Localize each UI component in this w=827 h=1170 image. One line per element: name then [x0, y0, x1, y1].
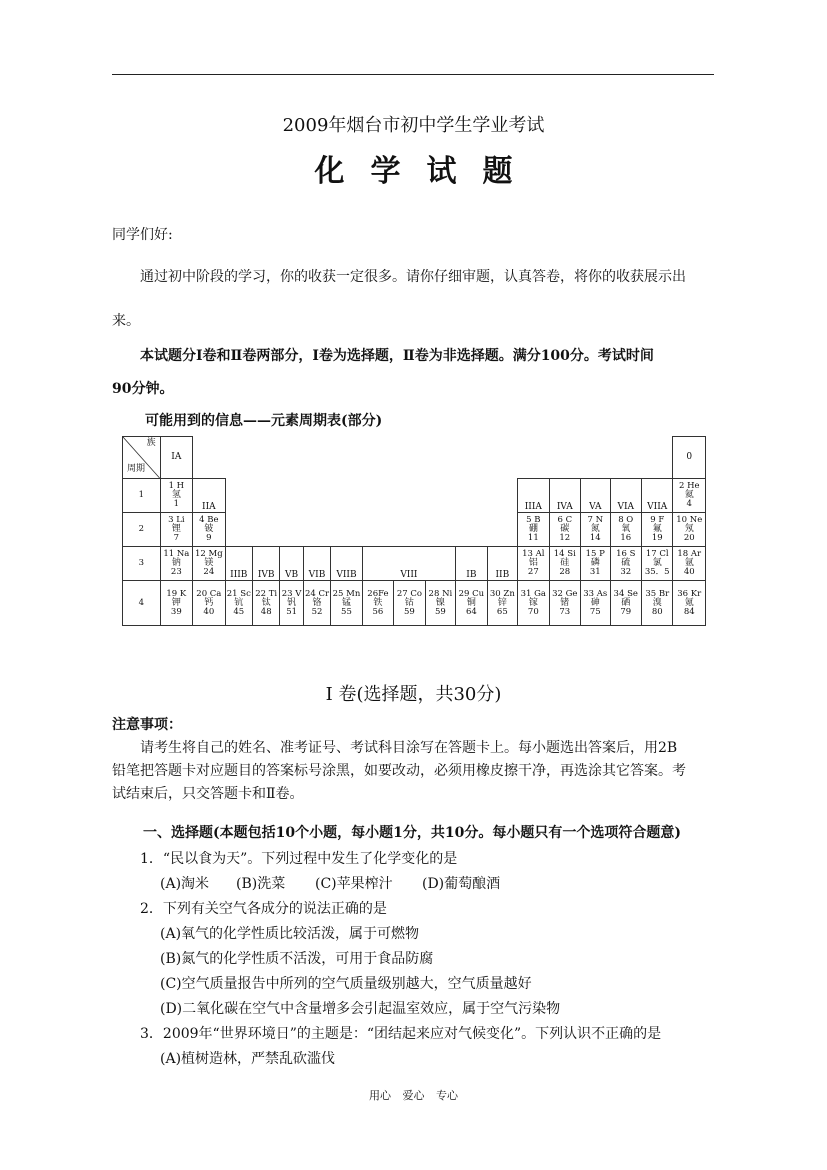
- element-as: 33 As 砷 75: [581, 581, 610, 626]
- periodic-table: [122, 436, 706, 626]
- q2-option-d: (D)二氧化碳在空气中含量增多会引起温室效应，属于空气污染物: [160, 1001, 561, 1017]
- element-na: 11 Na 钠 23: [160, 547, 193, 581]
- element-h: 1 H 氢 1: [160, 479, 193, 513]
- part-title: 一、选择题(本题包括10个小题，每小题1分，共10分。每小题只有一个选项符合题意): [143, 825, 681, 841]
- q1-option-d: (D)葡萄酿酒: [422, 876, 501, 892]
- period-2: 2: [123, 513, 161, 547]
- element-v: 23 V 钒 51: [280, 581, 303, 626]
- notice-line-1: 请考生将自己的姓名、准考证号、考试科目涂写在答题卡上。每小题选出答案后，用2B: [140, 740, 678, 756]
- element-kr: 36 Kr 氪 84: [673, 581, 706, 626]
- question-2: 2．下列有关空气各成分的说法正确的是: [140, 901, 387, 917]
- q1-option-c: (C)苹果榨汁: [315, 876, 393, 892]
- intro-line-1: 通过初中阶段的学习，你的收获一定很多。请你仔细审题，认真答卷，将你的收获展示出: [140, 269, 686, 285]
- group-iib: IIB: [487, 547, 517, 581]
- period-4: 4: [123, 581, 161, 626]
- exam-note-2: 90分钟。: [112, 381, 174, 397]
- element-zn: 30 Zn 锌 65: [487, 581, 517, 626]
- greeting: 同学们好:: [112, 227, 173, 243]
- element-ar: 18 Ar 氩 40: [673, 547, 706, 581]
- element-mn: 25 Mn 锰 55: [331, 581, 362, 626]
- element-be: 4 Be 铍 9: [193, 513, 226, 547]
- element-ni: 28 Ni 镍 59: [425, 581, 455, 626]
- q2-option-b: (B)氮气的化学性质不活泼，可用于食品防腐: [160, 951, 434, 967]
- element-s: 16 S 硫 32: [610, 547, 641, 581]
- group-iva: IVA: [549, 479, 580, 513]
- q2-option-a: (A)氧气的化学性质比较活泼，属于可燃物: [160, 926, 420, 942]
- group-va: VA: [581, 479, 610, 513]
- element-cu: 29 Cu 铜 64: [456, 581, 487, 626]
- group-viia: VIIA: [641, 479, 672, 513]
- group-iia: IIA: [193, 479, 226, 513]
- question-3: 3．2009年“世界环境日”的主题是：“团结起来应对气候变化”。下列认识不正确的是: [140, 1026, 662, 1042]
- element-p: 15 P 磷 31: [581, 547, 610, 581]
- element-o: 8 O 氧 16: [610, 513, 641, 547]
- period-1: 1: [123, 479, 161, 513]
- element-k: 19 K 钾 39: [160, 581, 193, 626]
- element-cl: 17 Cl 氯 35．5: [641, 547, 672, 581]
- element-ge: 32 Ge 锗 73: [549, 581, 580, 626]
- element-li: 3 Li 锂 7: [160, 513, 193, 547]
- element-co: 27 Co 钴 59: [394, 581, 425, 626]
- element-si: 14 Si 硅 28: [549, 547, 580, 581]
- period-3: 3: [123, 547, 161, 581]
- element-ga: 31 Ga 镓 70: [518, 581, 549, 626]
- subject-title: 化学试题: [314, 154, 539, 189]
- group-vib: VIB: [303, 547, 330, 581]
- element-br: 35 Br 溴 80: [641, 581, 672, 626]
- section-title: I 卷(选择题，共30分): [325, 684, 502, 705]
- element-ti: 22 Ti 钛 48: [253, 581, 280, 626]
- notice-line-2: 铅笔把答题卡对应题目的答案标号涂黑，如要改动，必须用橡皮擦干净，再选涂其它答案。考: [112, 763, 686, 779]
- q1-option-b: (B)洗菜: [236, 876, 286, 892]
- element-cr: 24 Cr 铬 52: [303, 581, 330, 626]
- group-ivb: IVB: [253, 547, 280, 581]
- group-viib: VIIB: [331, 547, 362, 581]
- q1-option-a: (A)淘米: [160, 876, 210, 892]
- element-se: 34 Se 硒 79: [610, 581, 641, 626]
- element-ne: 10 Ne 氖 20: [673, 513, 706, 547]
- q3-option-a: (A)植树造林，严禁乱砍滥伐: [160, 1051, 336, 1067]
- periodic-table-caption: 可能用到的信息——元素周期表(部分): [145, 413, 383, 429]
- notice-line-3: 试结束后，只交答题卡和Ⅱ卷。: [112, 786, 304, 802]
- group-via: VIA: [610, 479, 641, 513]
- element-fe: 26Fe 铁 56: [362, 581, 393, 626]
- element-mg: 12 Mg 镁 24: [193, 547, 226, 581]
- group-iiia: IIIA: [518, 479, 549, 513]
- element-f: 9 F 氟 19: [641, 513, 672, 547]
- exam-title: 2009年烟台市初中学生学业考试: [282, 115, 545, 136]
- group-ib: IB: [456, 547, 487, 581]
- group-zero: 0: [673, 437, 706, 479]
- table-corner: 族 周期: [123, 437, 161, 479]
- q2-option-c: (C)空气质量报告中所列的空气质量级别越大，空气质量越好: [160, 976, 532, 992]
- element-he: 2 He 氦 4: [673, 479, 706, 513]
- notice-label: 注意事项：: [112, 717, 182, 733]
- header-rule: [112, 74, 714, 75]
- group-vb: VB: [280, 547, 303, 581]
- intro-line-2: 来。: [112, 313, 140, 329]
- group-viii: VIII: [362, 547, 455, 581]
- element-b: 5 B 硼 11: [518, 513, 549, 547]
- exam-note-1: 本试题分Ⅰ卷和Ⅱ卷两部分，Ⅰ卷为选择题，Ⅱ卷为非选择题。满分100分。考试时间: [140, 348, 654, 364]
- element-al: 13 Al 铝 27: [518, 547, 549, 581]
- page-footer: 用心 爱心 专心: [369, 1089, 458, 1102]
- group-iiib: IIIB: [225, 547, 252, 581]
- group-ia: IA: [160, 437, 193, 479]
- element-n: 7 N 氮 14: [581, 513, 610, 547]
- question-1: 1．“民以食为天”。下列过程中发生了化学变化的是: [140, 851, 458, 867]
- element-ca: 20 Ca 钙 40: [193, 581, 226, 626]
- element-c: 6 C 碳 12: [549, 513, 580, 547]
- element-sc: 21 Sc 钪 45: [225, 581, 252, 626]
